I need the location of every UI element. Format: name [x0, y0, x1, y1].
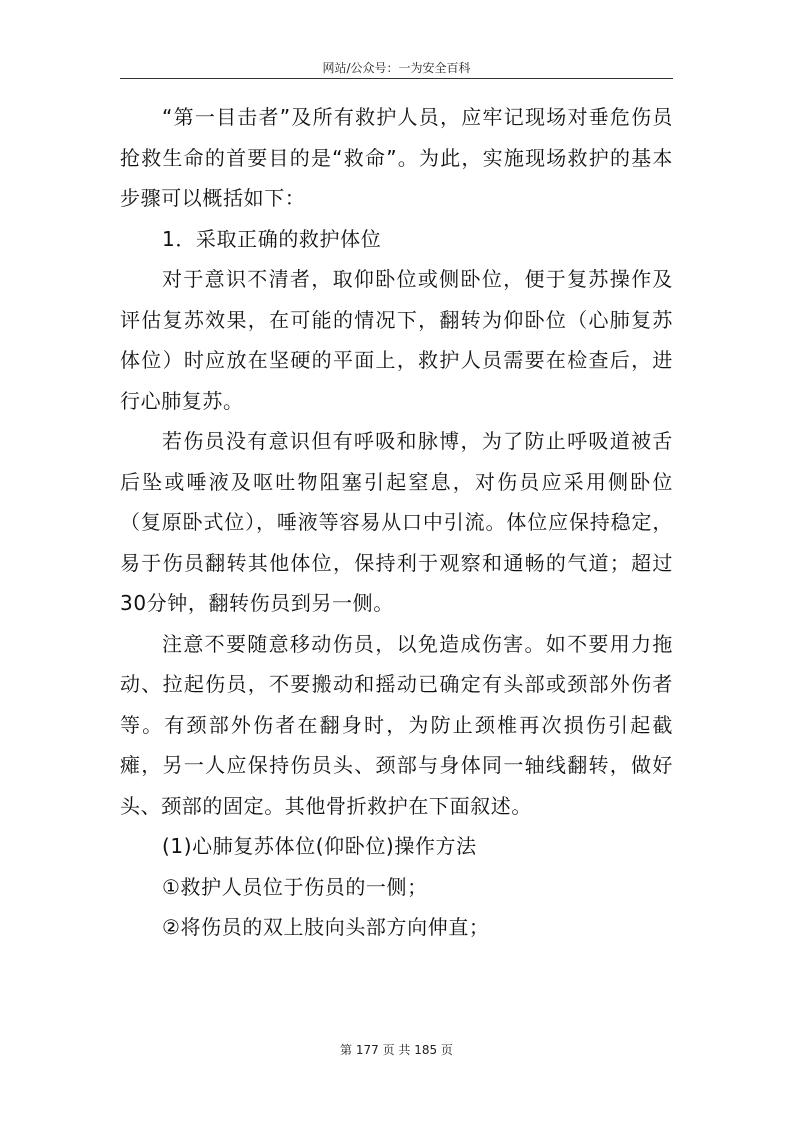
- list-item: ①救护人员位于伤员的一侧；: [162, 874, 428, 899]
- header-divider: [120, 78, 673, 79]
- section-heading: 1．采取正确的救护体位: [162, 226, 382, 251]
- document-body: [120, 97, 673, 948]
- list-item: ②将伤员的双上肢向头部方向伸直；: [162, 915, 490, 939]
- paragraph-intro: “第一目击者”及所有救护人员，应牢记现场对垂危伤员抢救生命的首要目的是“救命”。为此，实施现场救护的基本步骤可以概括如下：: [120, 105, 673, 210]
- subsection-heading: (1)心肺复苏体位(仰卧位)操作方法: [162, 834, 477, 858]
- paragraph-recovery-position: 若伤员没有意识但有呼吸和脉博，为了防止呼吸道被舌后坠或唾液及呕吐物阻塞引起窒息，对伤员应采用侧卧位（复原卧式位），唾液等容易从口中引流。体位应保持稳定，易于伤员翻转其他体位，保持利于观察和通畅的气道；超过30分钟，翻转伤员到另一侧。: [120, 429, 673, 615]
- page-footer: 第 177 页 共 185 页: [340, 1043, 453, 1057]
- paragraph-unconscious: 对于意识不清者，取仰卧位或侧卧位，便于复苏操作及评估复苏效果，在可能的情况下，翻转为仰卧位（心肺复苏体位）时应放在坚硬的平面上，救护人员需要在检查后，进行心肺复苏。: [120, 267, 673, 413]
- paragraph-caution: 注意不要随意移动伤员，以免造成伤害。如不要用力拖动、拉起伤员，不要搬动和摇动已确定有头部或颈部外伤者等。有颈部外伤者在翻身时，为防止颈椎再次损伤引起截瘫，另一人应保持伤员头、颈部与身体同一轴线翻转，做好头、颈部的固定。其他骨折救护在下面叙述。: [120, 631, 673, 818]
- page-header: 网站/公众号：一为安全百科: [322, 61, 471, 75]
